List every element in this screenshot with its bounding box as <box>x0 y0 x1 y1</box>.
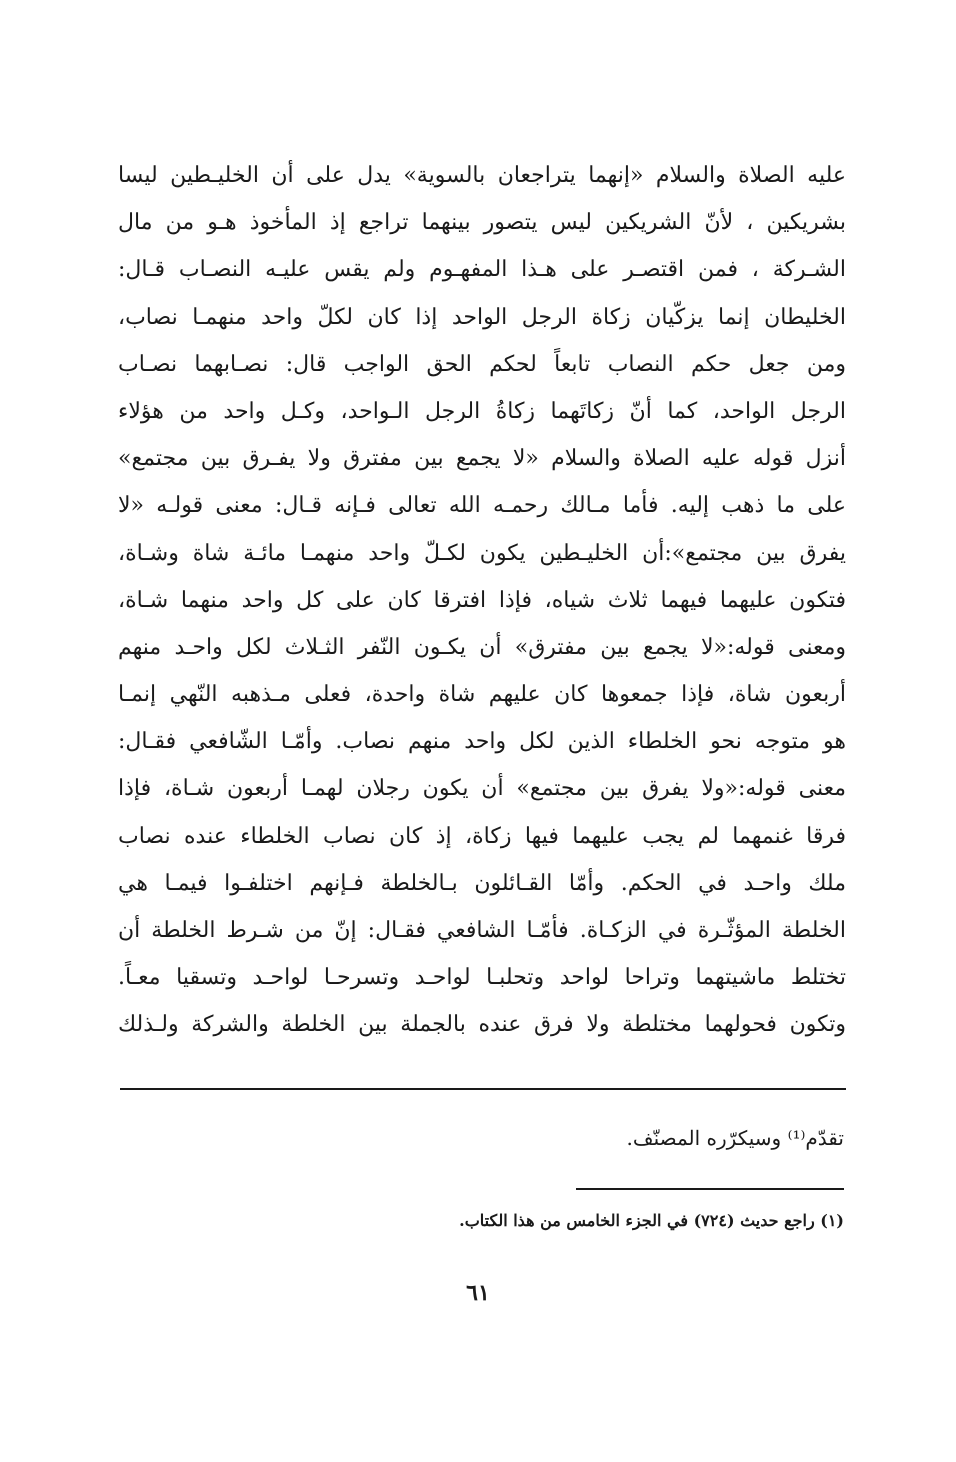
footnote-continuation: تقدّم⁽¹⁾ وسيكرّره المصنّف. <box>626 1126 844 1150</box>
text-line: أنزل قوله عليه الصلاة والسلام «لا يجمع بين مفترق ولا يفـرق بين مجتمع» <box>118 446 846 472</box>
text-line: عليه الصلاة والسلام «إنهما يتراجعان بالسوية» يدل على أن الخليـطين ليسا <box>118 163 846 188</box>
text-line: الشـركة ، فمن اقتصـر على هـذا المفهـوم ولم يقس عليـه النصـاب قـال: <box>118 257 846 283</box>
text-line: بشريكين ، لأنّ الشريكين ليس يتصور بينهما تراجع إذ المأخوذ هـو من مال <box>118 210 846 236</box>
text-line: على ما ذهب إليه. فأما مـالك رحمـه الله تعالى فـإنه قـال: معنى قولـه «لا <box>118 493 846 519</box>
main-text-block <box>118 152 846 1049</box>
footnote: (١) راجع حديث (٧٢٤) في الجزء الخامس من هذا الكتاب. <box>459 1211 844 1230</box>
text-line: فتكون عليهما فيهما ثلاث شياه، فإذا افترقا كان على كل واحد منهما شـاة، <box>118 587 846 613</box>
text-line: معنى قوله:«ولا يفرق بين مجتمع» أن يكون رجلان لهمـا أربعون شـاة، فإذا <box>118 776 846 802</box>
text-line: هو متوجه نحو الخلطاء الذين لكل واحد منهم نصاب. وأمّـا الشّافعي فقـال: <box>118 729 846 755</box>
text-line: وتكون فحولهما مختلطة ولا فرق عنده بالجملة بين الخلطة والشركة ولـذلك <box>118 1012 846 1038</box>
text-line: الخليطان إنما يزكّيان زكاة الرجل الواحد إذا كان لكلّ واحد منهمـا نصاب، <box>118 304 846 330</box>
text-line: تختلط ماشيتهما وتراحا لواحد وتحلبـا لواحـد وتسرحـا لواحـد وتسقيا معـاً. <box>118 965 846 991</box>
text-line: أربعون شاة، فإذا جمعوها كان عليهم شاة واحدة، فعلى مـذهبه النّهي إنمـا <box>118 682 846 708</box>
main-text-divider <box>120 1088 846 1090</box>
text-line: ملك واحـد في الحكم. وأمّا القـائلون بـالخلطة فـإنهم اختلفـوا فيمـا هي <box>118 870 846 896</box>
page-number: ٦١ <box>466 1280 490 1306</box>
text-line: الخلطة المؤثّـرة في الزكـاة. فأمّـا الشافعي فقـال: إنّ من شـرط الخلطة أن <box>118 918 846 943</box>
text-line: فرقا غنمهما لم يجب عليهما فيها زكاة، إذ كان نصاب الخلطاء عنده نصاب <box>118 823 846 849</box>
text-line: ومن جعل حكم النصاب تابعاً لحكم الحق الواجب قال: نصـابهما نصـاب <box>118 351 846 377</box>
text-line: ومعنى قوله:«لا يجمع بين مفترق» أن يكـون النّفر الثـلاث لكل واحـد منهم <box>118 634 846 660</box>
text-line: يفرق بين مجتمع»:أن الخليـطين يكون لكـلّ واحد منهمـا مائـة شاة وشـاة، <box>118 540 846 566</box>
text-line: الرجل الواحد، كما أنّ زكاتَهما زكاةُ الرجل الـواحد، وكـل واحد من هؤلاء <box>118 398 846 424</box>
footnote-divider <box>576 1188 844 1190</box>
